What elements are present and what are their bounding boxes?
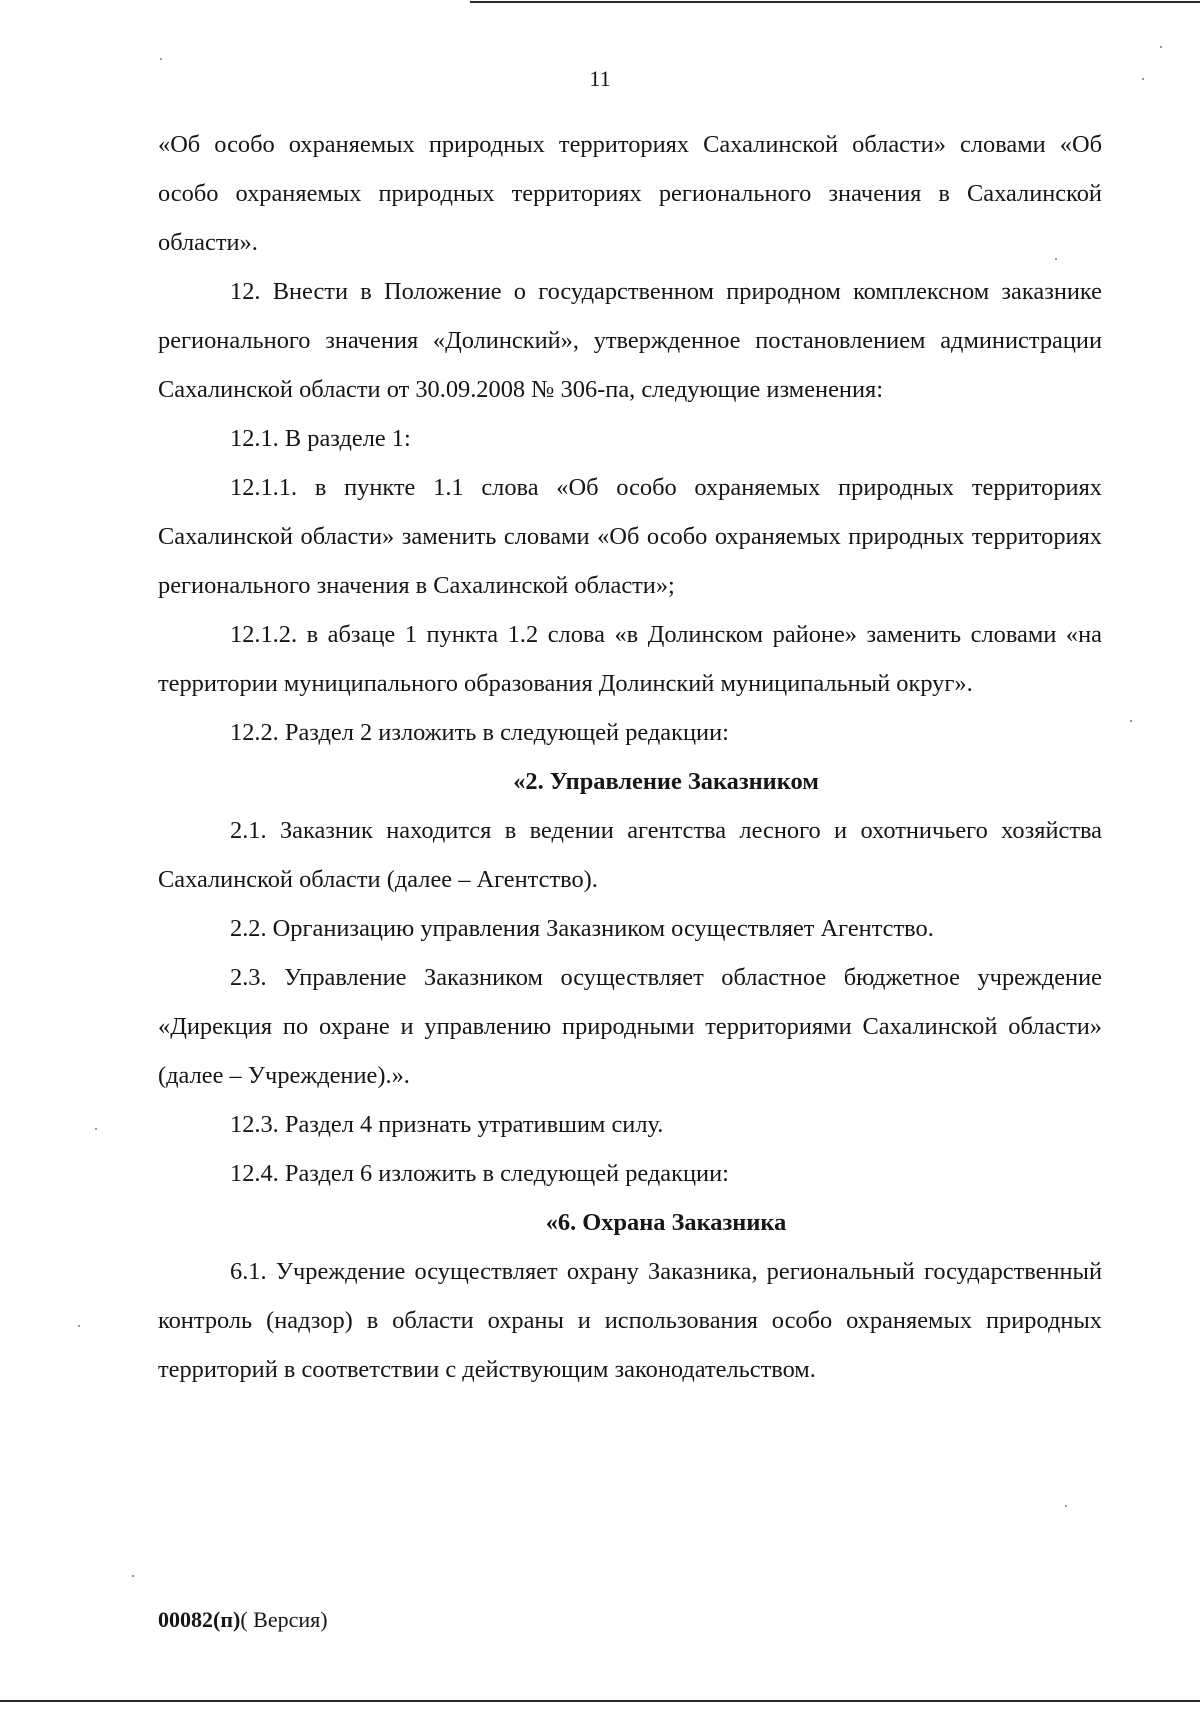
section-heading-management: «2. Управление Заказником [513, 768, 819, 795]
document-code: 00082(п) [158, 1607, 241, 1632]
paragraph-item-12-1-1: 12.1.1. в пункте 1.1 слова «Об особо охраняемых природных территориях Сахалинской области» заменить словами «Об особо охраняемых природных территориях регионального значения в Сахалинской области»; [158, 474, 1102, 599]
section-heading-protection: «6. Охрана Заказника [545, 1209, 787, 1236]
document-version: ( Версия) [240, 1607, 328, 1632]
scan-speck [1065, 1505, 1067, 1507]
paragraph-item-12-1: 12.1. В разделе 1: [230, 425, 411, 452]
paragraph-item-12-4: 12.4. Раздел 6 изложить в следующей редакции: [230, 1160, 729, 1187]
paragraph-item-2-3: 2.3. Управление Заказником осуществляет областное бюджетное учреждение «Дирекция по охране и управлению природными территориями Сахалинской области» (далее – Учреждение).». [158, 964, 1102, 1089]
scan-speck [1160, 46, 1162, 48]
paragraph-continuation: «Об особо охраняемых природных территориях Сахалинской области» словами «Об особо охраняемых природных территориях регионального значения в Сахалинской области». [158, 131, 1102, 256]
document-body [158, 120, 1102, 1394]
scan-speck [1142, 78, 1144, 80]
paragraph-item-12-3: 12.3. Раздел 4 признать утратившим силу. [230, 1111, 664, 1138]
scan-speck [78, 1325, 80, 1327]
paragraph-item-2-1: 2.1. Заказник находится в ведении агентства лесного и охотничьего хозяйства Сахалинской области (далее – Агентство). [158, 817, 1102, 893]
top-border-line [470, 1, 1200, 3]
scan-speck [1130, 720, 1132, 722]
paragraph-item-2-2: 2.2. Организацию управления Заказником осуществляет Агентство. [230, 915, 934, 942]
scan-speck [95, 1128, 97, 1130]
paragraph-item-12: 12. Внести в Положение о государственном природном комплексном заказнике регионального значения «Долинский», утвержденное постановлением администрации Сахалинской области от 30.09.2008 № 306-па, следующие изменения: [158, 278, 1102, 403]
scan-speck [132, 1575, 134, 1577]
bottom-border-line [0, 1700, 1200, 1702]
scan-speck [1055, 258, 1057, 260]
paragraph-item-12-1-2: 12.1.2. в абзаце 1 пункта 1.2 слова «в Долинском районе» заменить словами «на территории муниципального образования Долинский муниципальный округ». [158, 621, 1102, 697]
page-number: 11 [589, 66, 611, 91]
paragraph-item-12-2: 12.2. Раздел 2 изложить в следующей редакции: [230, 719, 729, 746]
document-footer [158, 1607, 328, 1633]
scan-speck [160, 58, 162, 60]
paragraph-item-6-1: 6.1. Учреждение осуществляет охрану Заказника, региональный государственный контроль (надзор) в области охраны и использования особо охраняемых природных территорий в соответствии с действующим законодательством. [158, 1258, 1102, 1383]
